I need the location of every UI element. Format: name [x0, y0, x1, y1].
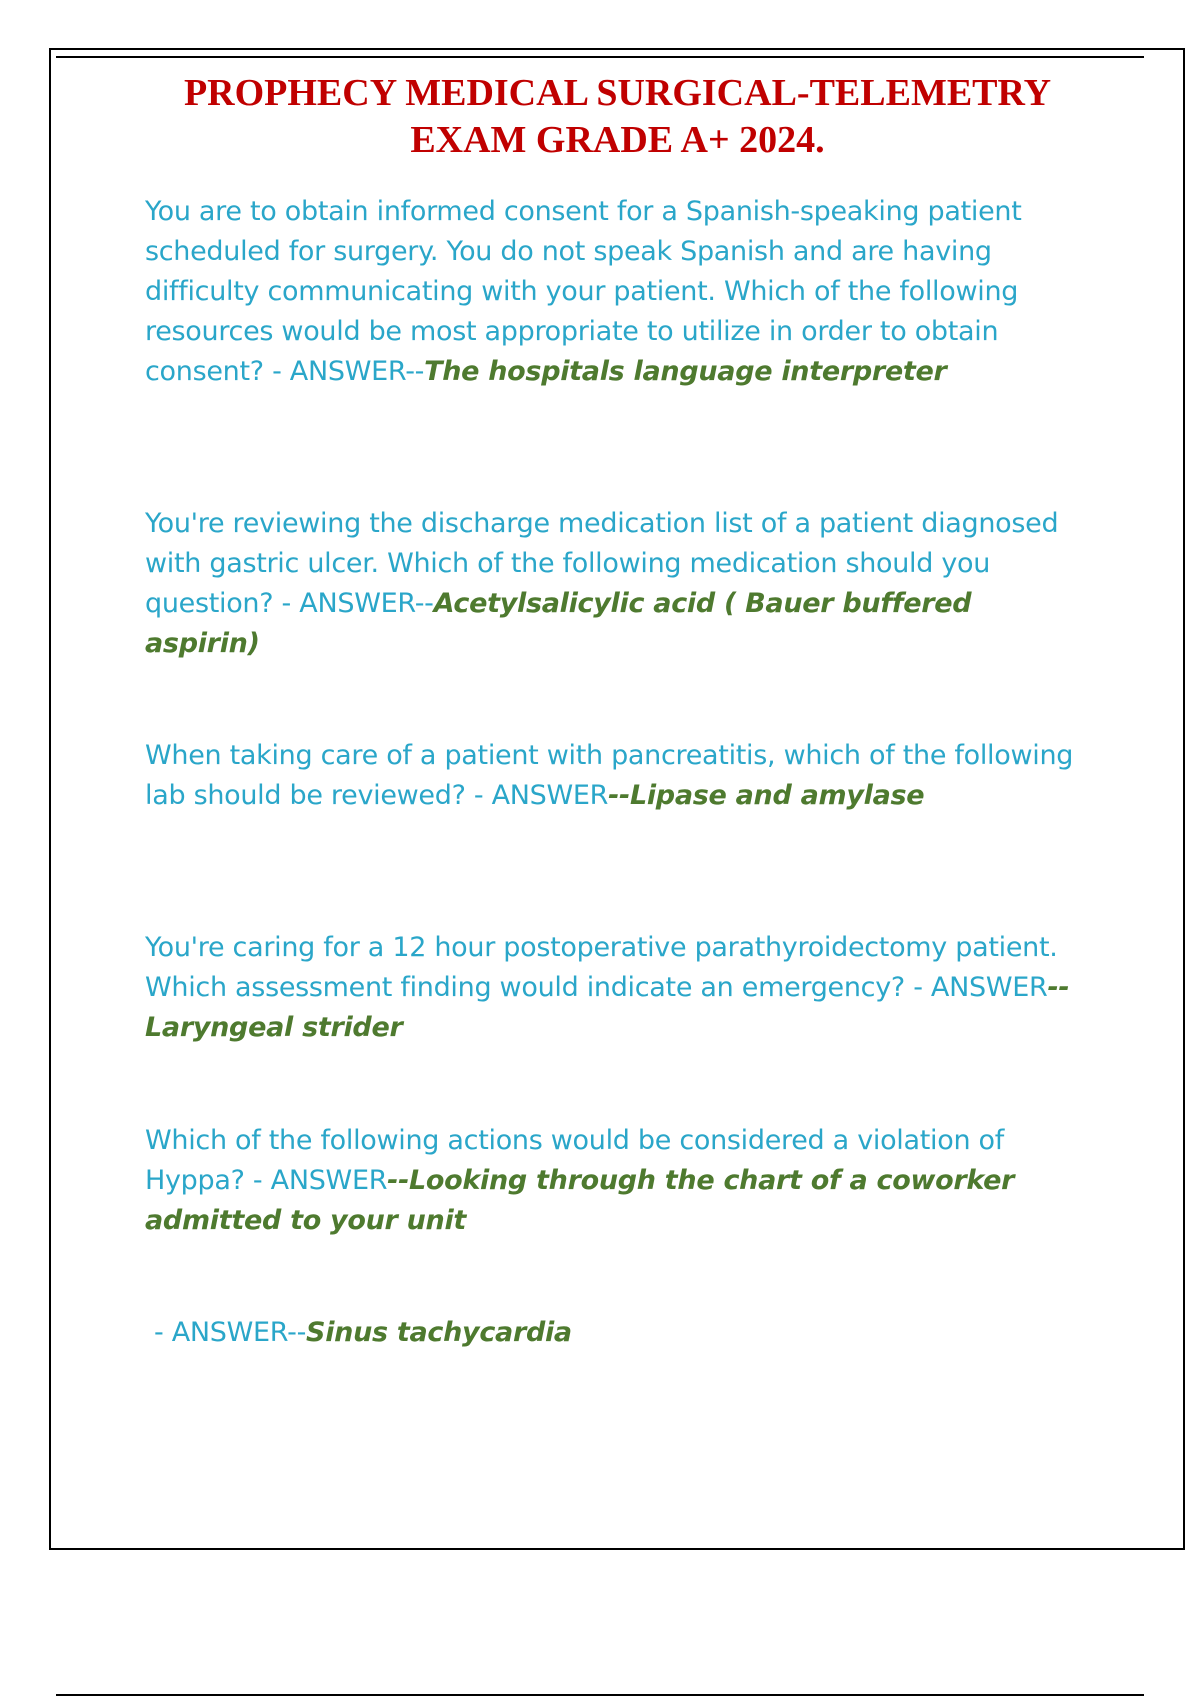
answer-text: --Looking through the chart of a coworker admitted to your unit: [145, 1165, 1015, 1236]
top-divider: [56, 56, 1144, 58]
question-text: You are to obtain informed consent for a Spanish-speaking patient scheduled for surgery. You do not speak Spanish and are having difficulty communicating with your patient. Which of the following resources would be most appropriate to utilize in order to obtain consent? - ANSWER--: [145, 196, 1022, 387]
answer-text: --Lipase and amylase: [608, 780, 925, 811]
question-answer-item: [145, 736, 1085, 816]
bottom-divider: [56, 1694, 1144, 1696]
question-answer-item: [145, 192, 1085, 392]
title-line-2: EXAM GRADE A+ 2024.: [410, 119, 825, 161]
question-text: Which of the following actions would be considered a violation of Hyppa? - ANSWER: [145, 1125, 1004, 1196]
question-text: - ANSWER--: [154, 1317, 307, 1348]
answer-text: Sinus tachycardia: [306, 1317, 572, 1348]
answer-text: --Laryngeal strider: [145, 972, 1070, 1043]
question-answer-item: [145, 504, 1085, 664]
question-answer-item: [154, 1313, 1094, 1353]
question-text: When taking care of a patient with pancreatitis, which of the following lab should be reviewed? - ANSWER: [145, 740, 1074, 811]
question-answer-item: [145, 928, 1085, 1048]
question-answer-item: [145, 1121, 1085, 1241]
document-title: [60, 70, 1175, 164]
answer-text: The hospitals language interpreter: [424, 356, 947, 387]
question-text: You're caring for a 12 hour postoperative parathyroidectomy patient. Which assessment finding would indicate an emergency? - ANSWER: [145, 932, 1058, 1003]
answer-text: Acetylsalicylic acid ( Bauer buffered aspirin): [145, 588, 972, 659]
title-line-1: PROPHECY MEDICAL SURGICAL-TELEMETRY: [183, 72, 1052, 114]
question-text: You're reviewing the discharge medication list of a patient diagnosed with gastric ulcer. Which of the following medication should you question? - ANSWER--: [145, 508, 1059, 619]
